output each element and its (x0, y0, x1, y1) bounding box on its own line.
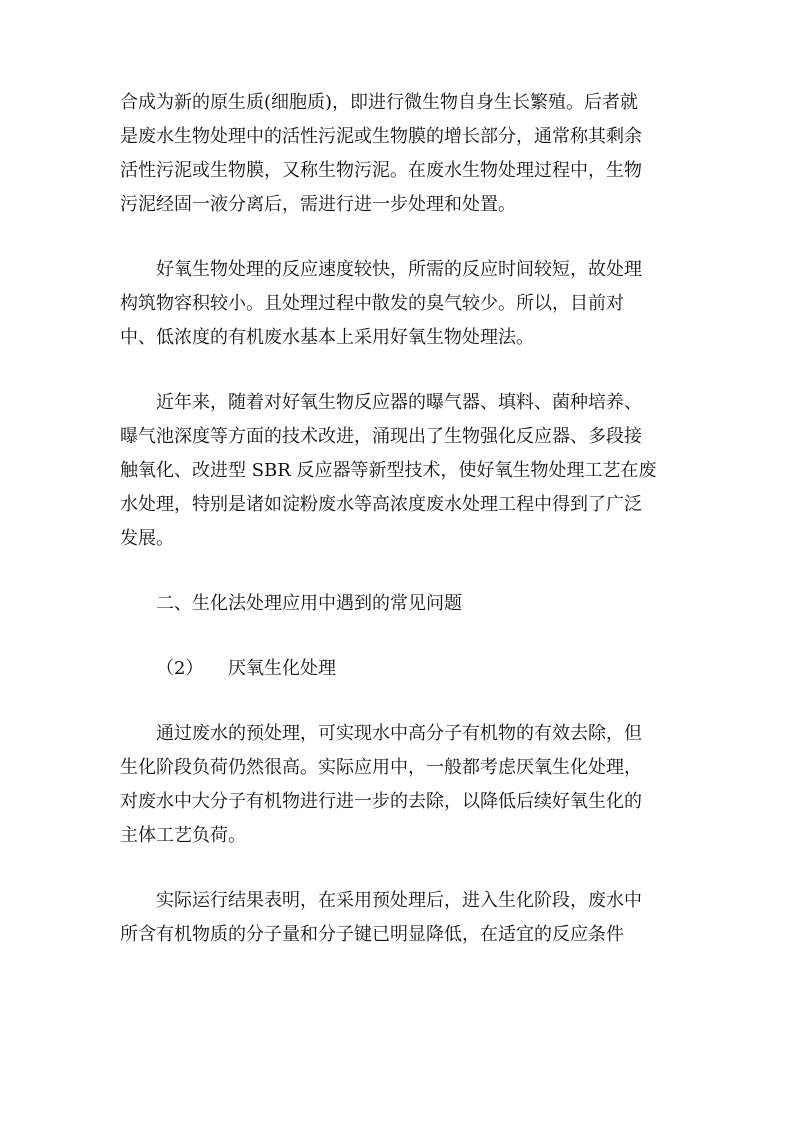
paragraph-line: 对废水中大分子有机物进行进一步的去除，以降低后续好氧生化的 (120, 791, 642, 812)
paragraph-line: 合成为新的原生质(细胞质)，即进行微生物自身生长繁殖。后者就 (120, 92, 639, 113)
section-heading: 二、生化法处理应用中遇到的常见问题 (156, 593, 462, 614)
paragraph-line: 是废水生物处理中的活性污泥或生物膜的增长部分，通常称其剩余 (120, 126, 642, 147)
paragraph-line: 触氧化、改进型 SBR 反应器等新型技术，使好氧生物处理工艺在废 (120, 460, 657, 481)
paragraph-2 (120, 253, 676, 355)
subheading-number: （2） (156, 658, 204, 679)
paragraph-line: 构筑物容积较小。且处理过程中散发的臭气较少。所以，目前对 (120, 293, 624, 314)
paragraph-line: 通过废水的预处理，可实现水中高分子有机物的有效去除，但 (156, 723, 642, 744)
paragraph-5 (120, 884, 676, 952)
paragraph-line: 实际运行结果表明，在采用预处理后，进入生化阶段，废水中 (156, 890, 642, 911)
paragraph-line: 活性污泥或生物膜，又称生物污泥。在废水生物处理过程中，生物 (120, 160, 642, 181)
paragraph-line: 污泥经固一液分离后，需进行进一步处理和处置。 (120, 194, 516, 215)
paragraph-line: 发展。 (120, 528, 174, 549)
paragraph-1 (120, 86, 676, 222)
document-page (120, 86, 676, 983)
paragraph-4 (120, 717, 676, 853)
paragraph-line: 近年来，随着对好氧生物反应器的曝气器、填料、菌种培养、 (156, 392, 642, 413)
subheading-title: 厌氧生化处理 (228, 658, 336, 679)
paragraph-line: 主体工艺负荷。 (120, 825, 246, 846)
subheading-block (120, 652, 676, 686)
paragraph-line: 生化阶段负荷仍然很高。实际应用中，一般都考虑厌氧生化处理， (120, 757, 642, 778)
paragraph-line: 好氧生物处理的反应速度较快，所需的反应时间较短，故处理 (156, 259, 642, 280)
paragraph-line: 曝气池深度等方面的技术改进，涌现出了生物强化反应器、多段接 (120, 426, 642, 447)
paragraph-line: 中、低浓度的有机废水基本上采用好氧生物处理法。 (120, 327, 534, 348)
paragraph-line: 水处理，特别是诸如淀粉废水等高浓度废水处理工程中得到了广泛 (120, 494, 642, 515)
paragraph-line: 所含有机物质的分子量和分子键已明显降低，在适宜的反应条件 (120, 924, 624, 945)
section-heading-block (120, 587, 676, 621)
subheading (120, 652, 676, 686)
paragraph-3 (120, 386, 676, 556)
